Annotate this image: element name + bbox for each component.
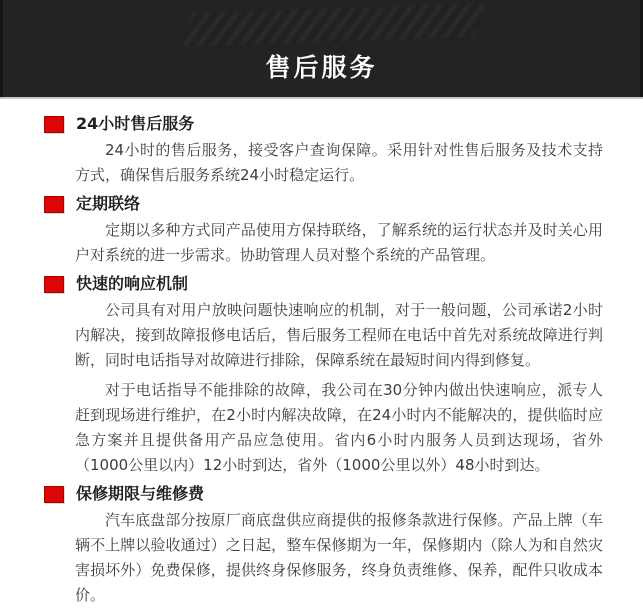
section-heading-row (44, 193, 603, 215)
section-paragraph: 汽车底盘部分按原厂商底盘供应商提供的报修条款进行保修。产品上牌（车辆不上牌以验收通过）之日起，整车保修期为一年，保修期内（除人为和自然灾害损坏外）免费保修，提供终身保修服务，终身负责维修、保养，配件只收成本价。 (75, 511, 603, 604)
title-banner (0, 0, 643, 97)
watermark-smudge (182, 3, 485, 47)
section-title: 保修期限与维修费 (76, 484, 205, 503)
section-paragraph: 定期以多种方式同产品使用方保持联络，了解系统的运行状态并及时关心用户对系统的进一步需求。协助管理人员对整个系统的产品管理。 (75, 221, 603, 264)
section-paragraph: 公司具有对用户放映问题快速响应的机制，对于一般问题，公司承诺2小时内解决，接到故障报修电话后，售后服务工程师在电话中首先对系统故障进行判断，同时电话指导对故障进行排除，保障系统在最短时间内得到修复。 (75, 301, 603, 369)
section-paragraph: 24小时的售后服务，接受客户查询保障。采用针对性售后服务及技术支持方式，确保售后服务系统24小时稳定运行。 (75, 141, 603, 184)
red-square-bullet-icon (44, 116, 64, 133)
section-heading-row (44, 483, 603, 505)
section-title: 定期联络 (76, 194, 141, 213)
section-heading-row (44, 273, 603, 295)
section-title: 24小时售后服务 (76, 114, 195, 133)
section-paragraph: 对于电话指导不能排除的故障，我公司在30分钟内做出快速响应，派专人赶到现场进行维护，在2小时内解决故障，在24小时内不能解决的，提供临时应急方案并且提供备用产品应急使用。省内6小时内服务人员到达现场，省外（1000公里以内）12小时到达，省外（1000公里以外）48小时到达。 (75, 381, 603, 474)
section-regular-contact (44, 193, 603, 268)
section-title: 快速的响应机制 (76, 274, 189, 293)
page-title: 售后服务 (265, 53, 378, 82)
red-square-bullet-icon (44, 276, 64, 293)
content-area (0, 97, 643, 608)
red-square-bullet-icon (44, 486, 64, 503)
section-rapid-response (44, 273, 603, 478)
section-heading-row (44, 113, 603, 135)
section-24h-service (44, 113, 603, 188)
section-warranty-fees (44, 483, 603, 608)
red-square-bullet-icon (44, 196, 64, 213)
